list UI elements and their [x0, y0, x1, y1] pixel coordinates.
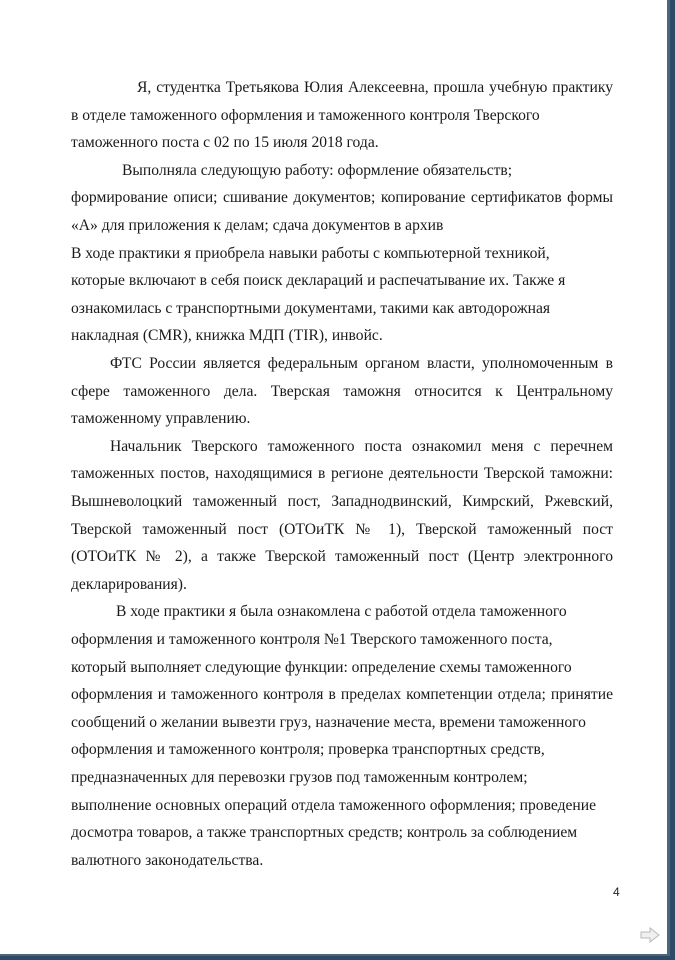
- text-line: таможенного поста с 02 по 15 июля 2018 года.: [71, 134, 379, 152]
- text-line: в отделе таможенного оформления и таможенного контроля Тверского: [71, 106, 540, 124]
- text-line: предназначенных для перевозки грузов под таможенным контролем;: [71, 769, 528, 786]
- text-line: Начальник Тверского таможенного поста ознакомил меня с перечнем: [110, 437, 613, 455]
- text-line: выполнение основных операций отдела таможенного оформления; проведение: [71, 796, 597, 814]
- text-line: ознакомилась с транспортными документами, такими как автодорожная: [71, 299, 551, 317]
- text-line: который выполняет следующие функции: определение схемы таможенного: [71, 658, 572, 676]
- text-line: Я, студентка Третьякова Юлия Алексеевна, прошла учебную практику: [137, 79, 613, 96]
- text-line: ФТС России является федеральным органом власти, уполномоченным в: [110, 355, 613, 372]
- page-number: 4: [613, 885, 620, 899]
- text-line: которые включают в себя поиск деклараций и распечатывание их. Также я: [71, 272, 566, 290]
- text-line: сфере таможенного дела. Тверская таможня относится к Центральному: [71, 382, 613, 400]
- text-line: оформления и таможенного контроля; проверка транспортных средств,: [71, 741, 545, 759]
- arrow-right-icon[interactable]: [640, 927, 660, 943]
- text-line: таможенному управлению.: [71, 410, 251, 428]
- text-line: накладная (CMR), книжка МДП (TIR), инвойс.: [71, 327, 383, 345]
- text-line: досмотра товаров, а также транспортных средств; контроль за соблюдением: [71, 824, 578, 842]
- text-line: «А» для приложения к делам; сдача документов в архив: [71, 217, 444, 234]
- text-line: декларирования).: [71, 575, 187, 593]
- text-line: Выполняла следующую работу: оформление обязательств;: [122, 161, 513, 179]
- text-line: оформления и таможенного контроля в пределах компетенции отдела; принятие: [71, 686, 613, 704]
- text-line: валютного законодательства.: [71, 851, 264, 869]
- text-line: оформления и таможенного контроля №1 Тверского таможенного поста,: [71, 631, 553, 648]
- text-line: сообщений о желании вывезти груз, назначение места, времени таможенного: [71, 713, 586, 731]
- text-line: (ОТОиТК № 2), а также Тверской таможенный пост (Центр электронного: [71, 548, 613, 566]
- text-line: таможенных постов, находящимися в регионе деятельности Тверской таможни:: [71, 465, 613, 483]
- text-line: Тверской таможенный пост (ОТОиТК № 1), Тверской таможенный пост: [71, 520, 613, 538]
- window-frame-right: [670, 0, 675, 960]
- text-line: Вышневолоцкий таможенный пост, Западнодвинский, Кимрский, Ржевский,: [71, 493, 613, 510]
- text-line: В ходе практики я была ознакомлена с работой отдела таможенного: [116, 603, 567, 621]
- text-line: В ходе практики я приобрела навыки работы с компьютерной техникой,: [71, 244, 550, 262]
- window-frame-bottom: [0, 956, 675, 960]
- text-line: формирование описи; сшивание документов; копирование сертификатов формы: [71, 189, 613, 207]
